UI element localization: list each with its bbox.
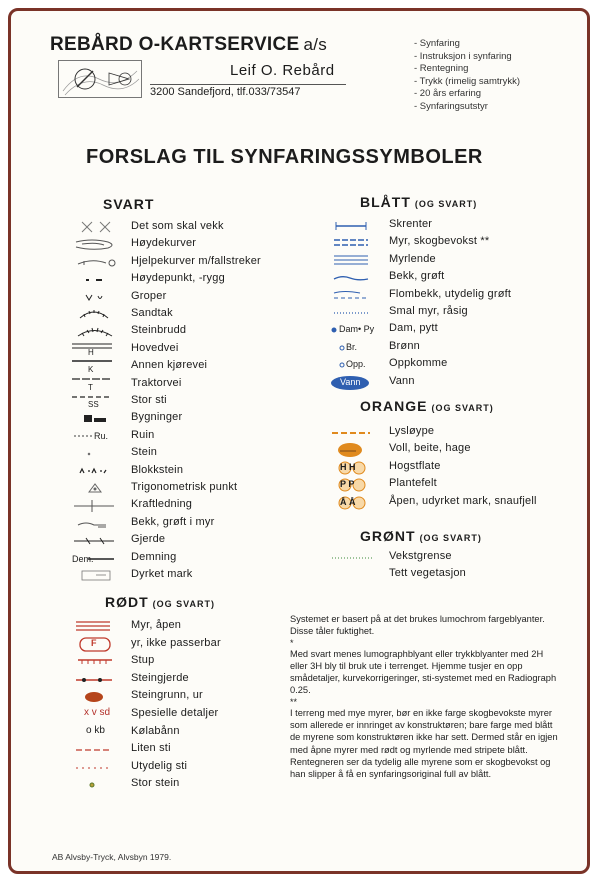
note-paragraph: Systemet er basert på at det brukes lumochrom fargeblyanter. Disse tåler fuktighet.	[290, 614, 545, 637]
well-icon	[330, 339, 386, 356]
symbol-label: Hogstflate	[389, 459, 441, 472]
symbol-label: Brønn	[389, 339, 420, 352]
symbol-label: Myr, skogbevokst **	[389, 235, 490, 248]
section-title-orange: ORANGE (OG SVART)	[360, 398, 494, 414]
symbol-label: Myr, åpen	[131, 619, 182, 631]
note-star: **	[290, 696, 298, 707]
symbol-label: Bygninger	[131, 411, 183, 424]
cultivated-icon	[72, 567, 128, 584]
address: 3200 Sandefjord, tlf.033/73547	[150, 84, 346, 98]
explanatory-notes	[290, 613, 560, 782]
symbol-tag: x v sd	[84, 707, 111, 718]
owner-name: Leif O. Rebård	[230, 62, 335, 79]
stone-wall-icon	[72, 671, 128, 688]
legend-row	[330, 287, 590, 304]
symbol-tag: T	[88, 382, 93, 392]
legend-row	[72, 567, 332, 584]
legend-row	[330, 217, 590, 234]
symbol-label: Utydelig sti	[131, 759, 188, 772]
legend-row	[72, 306, 332, 323]
open-marsh-icon	[72, 618, 128, 635]
legend-row	[330, 339, 590, 356]
symbol-label: Flombekk, utydelig grøft	[389, 287, 512, 300]
service-item: - Trykk (rimelig samtrykk)	[414, 75, 521, 87]
legend-row	[72, 376, 332, 393]
symbol-label: Annen kjørevei	[131, 359, 208, 372]
legend-row	[72, 410, 332, 427]
legend-row	[72, 393, 332, 410]
symbol-label: Høydekurver	[131, 237, 197, 250]
symbol-label: Groper	[131, 289, 167, 302]
power-line-icon	[72, 497, 128, 514]
compass-logo	[58, 60, 142, 98]
legend-row	[330, 304, 590, 321]
symbol-label: Vann	[389, 374, 415, 387]
boulder-icon	[72, 445, 128, 462]
symbol-label: Stein	[131, 446, 158, 459]
ditch-marsh-icon	[72, 515, 128, 532]
stony-ground-icon	[72, 688, 128, 705]
symbol-tag: Dam• Py	[339, 324, 375, 335]
meadow-icon	[330, 441, 386, 458]
symbol-label: Gjerde	[131, 533, 166, 546]
stream-icon	[330, 269, 386, 286]
symbol-label: Tett vegetasjon	[389, 567, 466, 580]
symbol-tag: Vann	[340, 376, 361, 387]
service-item: - Synfaringsutstyr	[414, 100, 488, 112]
symbol-label: Trigonometrisk punkt	[131, 481, 238, 493]
legend-row	[330, 459, 590, 476]
seasonal-stream-icon	[330, 287, 386, 304]
company-name: REBÅRD O-KARTSERVICE a/s	[50, 34, 328, 55]
section-title-rodt: RØDT (OG SVART)	[105, 594, 216, 610]
spring-icon	[330, 356, 386, 373]
lake-icon	[330, 374, 386, 391]
section-title-svart: SVART	[103, 196, 155, 212]
symbol-label: Traktorvei	[131, 376, 182, 389]
symbol-label: Stor stein	[131, 777, 180, 790]
symbol-label: Skrenter	[389, 218, 433, 230]
road-tractor-icon	[72, 376, 128, 393]
symbol-tag: Opp.	[346, 359, 366, 370]
legend-row	[72, 497, 332, 514]
symbol-tag: o kb	[86, 724, 105, 736]
symbol-label: Voll, beite, hage	[389, 442, 471, 455]
legend-row	[72, 428, 332, 445]
section-title-blatt: BLÅTT (OG SVART)	[360, 194, 478, 210]
trig-point-icon	[72, 480, 128, 497]
crosses-icon	[72, 219, 128, 236]
legend-row	[330, 374, 590, 391]
legend-row	[72, 289, 332, 306]
legend-row	[330, 321, 590, 338]
legend-row	[330, 549, 590, 566]
symbol-label: Det som skal vekk	[131, 220, 224, 232]
legend-row	[72, 515, 332, 532]
pond-icon	[330, 321, 386, 338]
symbol-label: Bekk, grøft	[389, 270, 445, 283]
special-icon	[72, 706, 128, 723]
dense-veg-icon	[330, 566, 386, 583]
narrow-marsh-icon	[330, 304, 386, 321]
note-star: *	[290, 637, 294, 648]
legend-row	[72, 236, 332, 253]
service-item: - Synfaring	[414, 38, 460, 49]
symbol-label: Vekstgrense	[389, 550, 452, 562]
section-title-gront: GRØNT (OG SVART)	[360, 528, 482, 544]
symbol-label: Åpen, udyrket mark, snaufjell	[389, 494, 537, 507]
symbol-label: Liten sti	[131, 742, 171, 755]
symbol-label: Kraftledning	[131, 498, 193, 511]
symbol-label: Oppkomme	[389, 357, 448, 370]
form-line-icon	[72, 254, 128, 271]
path-large-icon	[72, 393, 128, 410]
ruin-icon	[72, 428, 128, 445]
symbol-tag: SS	[88, 400, 99, 409]
fence-icon	[72, 532, 128, 549]
legend-row	[72, 445, 332, 462]
symbol-label: yr, ikke passerbar	[131, 636, 221, 649]
symbol-label: Demning	[131, 550, 177, 563]
printer-credit: AB Alvsby-Tryck, Alvsbyn 1979.	[52, 852, 172, 862]
symbol-label: Hovedvei	[131, 341, 179, 354]
service-item: - 20 års erfaring	[414, 88, 482, 99]
symbol-label: Sandtak	[131, 307, 173, 319]
symbol-label: Stor sti	[131, 394, 167, 406]
impassable-icon	[72, 636, 128, 653]
clearcut-icon	[330, 459, 386, 476]
ski-trail-icon	[330, 424, 386, 441]
sandpit-icon	[72, 306, 128, 323]
boulder-field-icon	[72, 463, 128, 480]
road-main-icon	[72, 341, 128, 358]
service-item: - Instruksjon i synfaring	[414, 50, 512, 62]
symbol-label: Steingrunn, ur	[131, 689, 203, 702]
symbol-tag: H	[88, 347, 94, 357]
legend-row	[330, 566, 590, 583]
services-list	[414, 38, 520, 113]
page-title: FORSLAG TIL SYNFARINGSSYMBOLER	[86, 146, 483, 168]
symbol-label: Steingjerde	[131, 671, 189, 684]
symbol-tag: Ru.	[94, 430, 109, 441]
knoll-icon	[72, 271, 128, 288]
symbol-tag: Å Å	[340, 496, 356, 507]
symbol-label: Myrlende	[389, 252, 436, 265]
symbol-label: Smal myr, råsig	[389, 305, 468, 317]
symbol-label: Dam, pytt	[389, 322, 438, 335]
legend-row	[72, 341, 332, 358]
symbol-label: Blokkstein	[131, 463, 184, 476]
legend-row	[330, 234, 590, 251]
symbol-label: Plantefelt	[389, 477, 437, 490]
contour-icon	[72, 236, 128, 253]
marsh-icon	[330, 252, 386, 269]
path-small-icon	[72, 741, 128, 758]
symbol-tag: K	[88, 365, 94, 375]
path-indistinct-icon	[72, 759, 128, 776]
cliff-icon	[72, 653, 128, 670]
legend-row	[72, 550, 332, 567]
pits-icon	[72, 289, 128, 306]
veg-boundary-icon	[330, 549, 386, 566]
marsh-forest-icon	[330, 234, 386, 251]
symbol-tag: F	[91, 637, 97, 648]
legend-row	[330, 356, 590, 373]
symbol-label: Steinbrudd	[131, 324, 187, 337]
symbol-tag: P P	[340, 479, 355, 490]
symbol-label: Høydepunkt, -rygg	[131, 272, 225, 285]
buildings-icon	[72, 410, 128, 427]
charcoal-icon	[72, 724, 128, 741]
legend-row	[330, 269, 590, 286]
legend-row	[330, 441, 590, 458]
service-item: - Rentegning	[414, 63, 469, 74]
symbol-label: Bekk, grøft i myr	[131, 515, 215, 528]
road-other-icon	[72, 358, 128, 375]
legend-row	[330, 494, 590, 511]
legend-row	[72, 271, 332, 288]
legend-row	[330, 424, 590, 441]
legend-row	[330, 252, 590, 269]
symbol-tag: Br.	[346, 341, 358, 352]
note-paragraph: I terreng med mye myrer, bør en ikke farge skogbevokste myrer som allerede er innringet av konstruktøren; bare farge med blått de myrene som konstruktøren ikke har sett. Dermed står en igjen med åpne myrer med rødt og myrlende med stripete blått. Rentegneren ser da tydelig alle myrene som er skogbevokst og han slipper å få en synfaringsoriginal full av blått.	[290, 707, 558, 780]
symbol-label: Spesielle detaljer	[131, 707, 219, 719]
legend-row	[72, 219, 332, 236]
legend-row	[72, 480, 332, 497]
symbol-tag: H H	[340, 461, 356, 472]
plantation-icon	[330, 476, 386, 493]
symbol-label: Dyrket mark	[131, 568, 193, 580]
symbol-label: Ruin	[131, 428, 155, 441]
legend-row	[72, 358, 332, 375]
open-land-icon	[330, 494, 386, 511]
symbol-label: Lysløype	[389, 425, 435, 437]
legend-row	[72, 532, 332, 549]
symbol-label: Stup	[131, 654, 155, 667]
note-paragraph: Med svart menes lumographblyant eller trykkblyanter med 2H eller 3H bly til bruk ute i terrenget. Hjemme tusjer en opp smådetaljer, kurvekorrigeringer, sti-systemet med en Radiograph 0.25.	[290, 648, 557, 696]
legend-row	[330, 476, 590, 493]
dam-icon	[72, 550, 128, 567]
legend-row	[72, 254, 332, 271]
quarry-icon	[72, 323, 128, 340]
bank-icon	[330, 217, 386, 234]
symbol-label: Hjelpekurver m/fallstreker	[131, 254, 261, 267]
legend-row	[72, 323, 332, 340]
large-boulder-icon	[72, 776, 128, 793]
legend-row	[72, 463, 332, 480]
symbol-label: Kølabånn	[131, 724, 180, 737]
symbol-tag: Dem.	[72, 553, 94, 564]
